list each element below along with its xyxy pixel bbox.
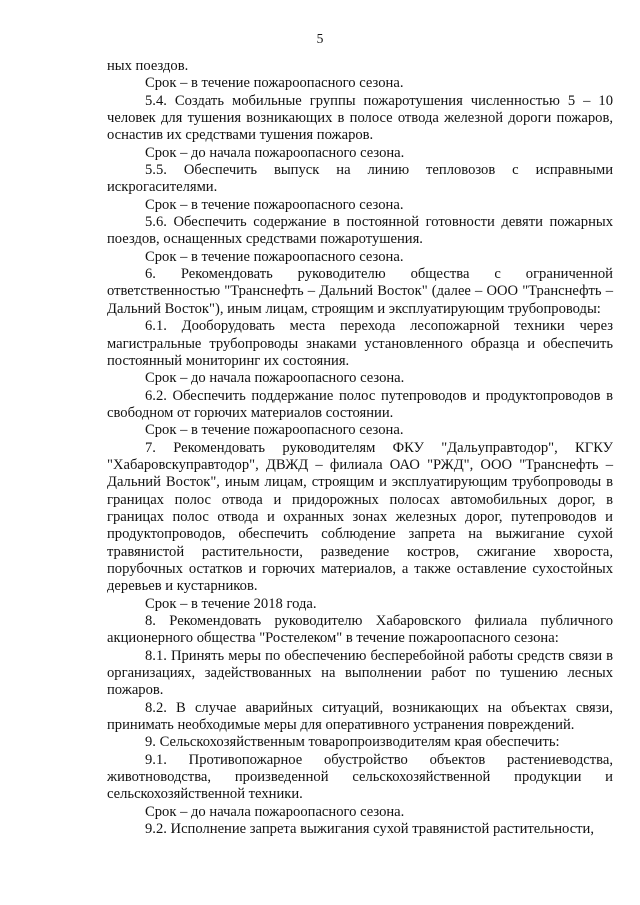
paragraph: 8.1. Принять меры по обеспечению бесперебойной работы средств связи в организациях, задействованных на выполнении работ по тушению лесных пожаров. [107,647,613,699]
paragraph: 9. Сельскохозяйственным товаропроизводителям края обеспечить: [145,734,560,751]
paragraph: 6. Рекомендовать руководителю общества с ограниченной ответственностью "Транснефть – Дальний Восток" (далее – ООО "Транснефть – Дальний Восток"), иным лицам, строящим и эксплуатирующим трубопроводы: [107,266,613,317]
paragraph: 7. Рекомендовать руководителям ФКУ "Дальуправтодор", КГКУ "Хабаровскуправтодор", ДВЖД – филиала ОАО "РЖД", ООО "Транснефть – Дальний Восток", иным лицам, строящим и эксплуатирующим трубопроводы в границах полос отвода и придорожных полосах автомобильных дорог, в границах полос отвода и охранных зонах железных дорог, путепроводов и продуктопроводов, обеспечить соблюдение запрета на выжигание сухой травянистой растительности, разведение костров, сжигание хвороста, порубочных остатков и горючих материалов, а также оставление сухостойных деревьев и кустарников. [107,439,613,595]
paragraph: Срок – в течение пожароопасного сезона. [145,196,404,213]
paragraph: 5.5. Обеспечить выпуск на линию тепловозов с исправными искрогасителями. [107,162,613,196]
paragraph: 5.4. Создать мобильные группы пожаротушения численностью 5 – 10 человек для тушения возникающих в полосе отвода железной дороги пожаров, оснастив их средствами тушения пожаров. [107,92,613,144]
paragraph: 9.1. Противопожарное обустройство объектов растениеводства, животноводства, произведенной сельскохозяйственной продукции и сельскохозяйственной техники. [107,751,613,803]
paragraph: Срок – в течение пожароопасного сезона. [145,75,404,92]
paragraph: 6.1. Дооборудовать места перехода лесопожарной техники через магистральные трубопроводы знаками установленного образца и обеспечить постоянный мониторинг их состояния. [107,318,613,369]
paragraph: ных поездов. [107,58,189,74]
paragraph: Срок – до начала пожароопасного сезона. [145,144,405,161]
paragraph: Срок – до начала пожароопасного сезона. [145,370,405,387]
paragraph: 6.2. Обеспечить поддержание полос путепроводов и продуктопроводов в свободном от горючих материалов состоянии. [107,387,613,421]
paragraph: Срок – в течение 2018 года. [145,595,317,612]
document-body [107,58,613,838]
paragraph: Срок – в течение пожароопасного сезона. [145,248,404,265]
paragraph: 5.6. Обеспечить содержание в постоянной готовности девяти пожарных поездов, оснащенных средствами пожаротушения. [107,214,613,248]
paragraph: Срок – в течение пожароопасного сезона. [145,422,404,439]
paragraph: 9.2. Исполнение запрета выжигания сухой травянистой растительности, [145,821,595,838]
page-number: 5 [316,31,324,46]
paragraph: 8. Рекомендовать руководителю Хабаровского филиала публичного акционерного общества "Ростелеком" в течение пожароопасного сезона: [107,613,613,647]
paragraph: 8.2. В случае аварийных ситуаций, возникающих на объектах связи, принимать необходимые меры для оперативного устранения повреждений. [107,699,613,734]
paragraph: Срок – до начала пожароопасного сезона. [145,803,405,820]
